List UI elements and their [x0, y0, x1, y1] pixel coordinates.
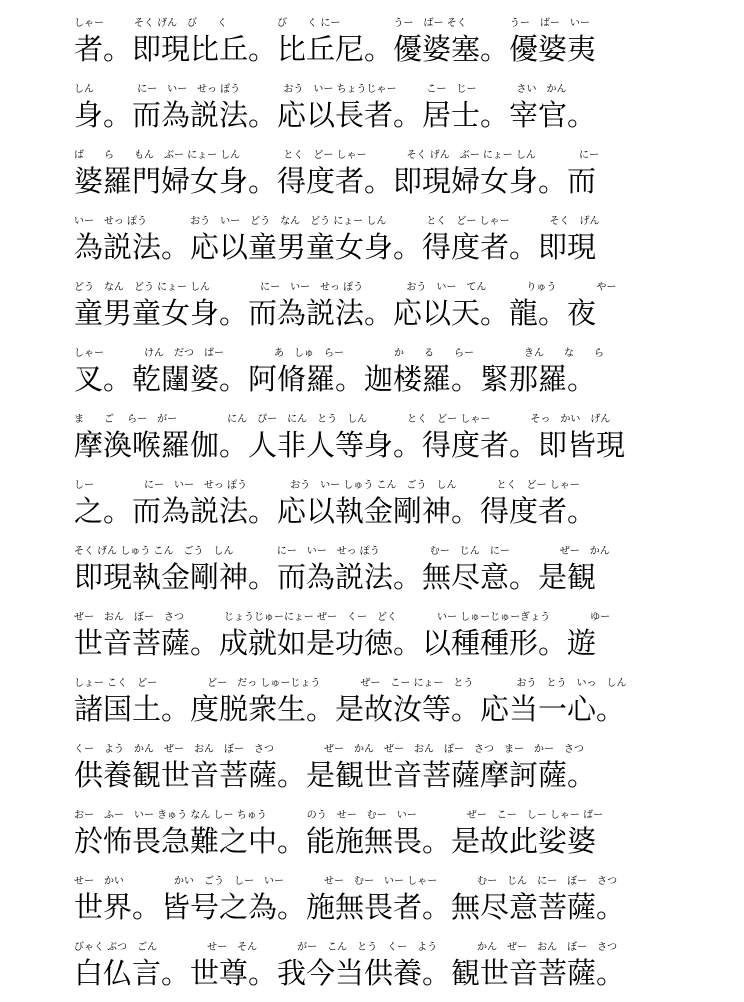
sutra-line: [74, 18, 694, 84]
sutra-line: [74, 876, 694, 942]
sutra-line: [74, 282, 694, 348]
sutra-line: [74, 942, 694, 1002]
sutra-text-line: 者。即現比丘。比丘尼。優婆塞。優婆夷: [74, 32, 597, 66]
sutra-line: [74, 678, 694, 744]
sutra-line: [74, 744, 694, 810]
sutra-line: [74, 150, 694, 216]
sutra-line: [74, 84, 694, 150]
sutra-text-line: 摩渙喉羅伽。人非人等身。得度者。即皆現: [74, 428, 626, 462]
sutra-line: [74, 414, 694, 480]
furigana-line: しゃー そく げん び く び く にー うー ばー そく うー ばー いー: [74, 18, 590, 29]
sutra-text-line: 叉。乾闥婆。阿脩羅。迦楼羅。緊那羅。: [74, 362, 597, 396]
sutra-text-line: 童男童女身。而為説法。応以天。龍。夜: [74, 296, 597, 330]
furigana-line: いー せっ ぽう おう いー どう なん どう にょー しん とく どー しゃー そく げん: [74, 216, 600, 227]
sutra-text-line: 白仏言。世尊。我今当供養。観世音菩薩。: [74, 956, 626, 990]
sutra-line: [74, 216, 694, 282]
furigana-line: びゃく ぶつ ごん せー そん がー こん とう くー よう かん ぜー おん ぼー さつ: [74, 942, 618, 953]
sutra-text-line: 婆羅門婦女身。得度者。即現婦女身。而: [74, 164, 597, 198]
sutra-line: [74, 546, 694, 612]
sutra-text-line: 世音菩薩。成就如是功徳。以種種形。遊: [74, 626, 597, 660]
furigana-line: しょー こく どー どー だっ しゅーじょう ぜー こー にょー とう おう とう いっ しん: [74, 678, 627, 689]
sutra-text-line: 身。而為説法。応以長者。居士。宰官。: [74, 98, 597, 132]
furigana-line: くー よう かん ぜー おん ぼー さつ ぜー かん ぜー おん ぼー さつ まー かー さつ: [74, 744, 584, 755]
furigana-line: しゃー けん だつ ばー あ しゅ らー か る らー きん な ら: [74, 348, 604, 359]
sutra-text-line: 諸国土。度脱衆生。是故汝等。応当一心。: [74, 692, 626, 726]
furigana-line: どう なん どう にょー しん にー いー せっ ぽう おう いー てん りゅう やー: [74, 282, 617, 293]
sutra-text-line: 即現執金剛神。而為説法。無尽意。是観: [74, 560, 597, 594]
sutra-text-line: 於怖畏急難之中。能施無畏。是故此娑婆: [74, 824, 597, 858]
sutra-line: [74, 810, 694, 876]
furigana-line: ぜー おん ぼー さつ じょうじゅーにょー ぜー くー どく いー しゅーじゅーぎょう ゆー: [74, 612, 611, 623]
furigana-line: しー にー いー せっ ぽう おう いー しゅう こん ごう しん とく どー しゃー: [74, 480, 580, 491]
furigana-line: そく げん しゅう こん ごう しん にー いー せっ ぽう むー じん にー ぜー かん: [74, 546, 610, 557]
furigana-line: しん にー いー せっ ぽう おう いー ちょうじゃー こー じー さい かん: [74, 84, 567, 95]
sutra-line: [74, 612, 694, 678]
sutra-text-line: 供養観世音菩薩。是観世音菩薩摩訶薩。: [74, 758, 597, 792]
furigana-line: ば ら もん ぶー にょー しん とく どー しゃー そく げん ぶー にょー しん にー: [74, 150, 600, 161]
sutra-line: [74, 348, 694, 414]
furigana-line: せー かい かい ごう しー いー せー むー いー しゃー むー じん にー ぼー さつ: [74, 876, 618, 887]
sutra-line: [74, 480, 694, 546]
sutra-text-line: 世界。皆号之為。施無畏者。無尽意菩薩。: [74, 890, 626, 924]
sutra-text-line: 為説法。応以童男童女身。得度者。即現: [74, 230, 597, 264]
furigana-line: ま ご らー がー にん ぴー にん とう しん とく どー しゃー そっ かい げん: [74, 414, 611, 425]
furigana-line: おー ふー いー きゅう なん しー ちゅう のう せー むー いー ぜー こー しー しゃー ばー: [74, 810, 604, 821]
sutra-text-line: 之。而為説法。応以執金剛神。得度者。: [74, 494, 597, 528]
